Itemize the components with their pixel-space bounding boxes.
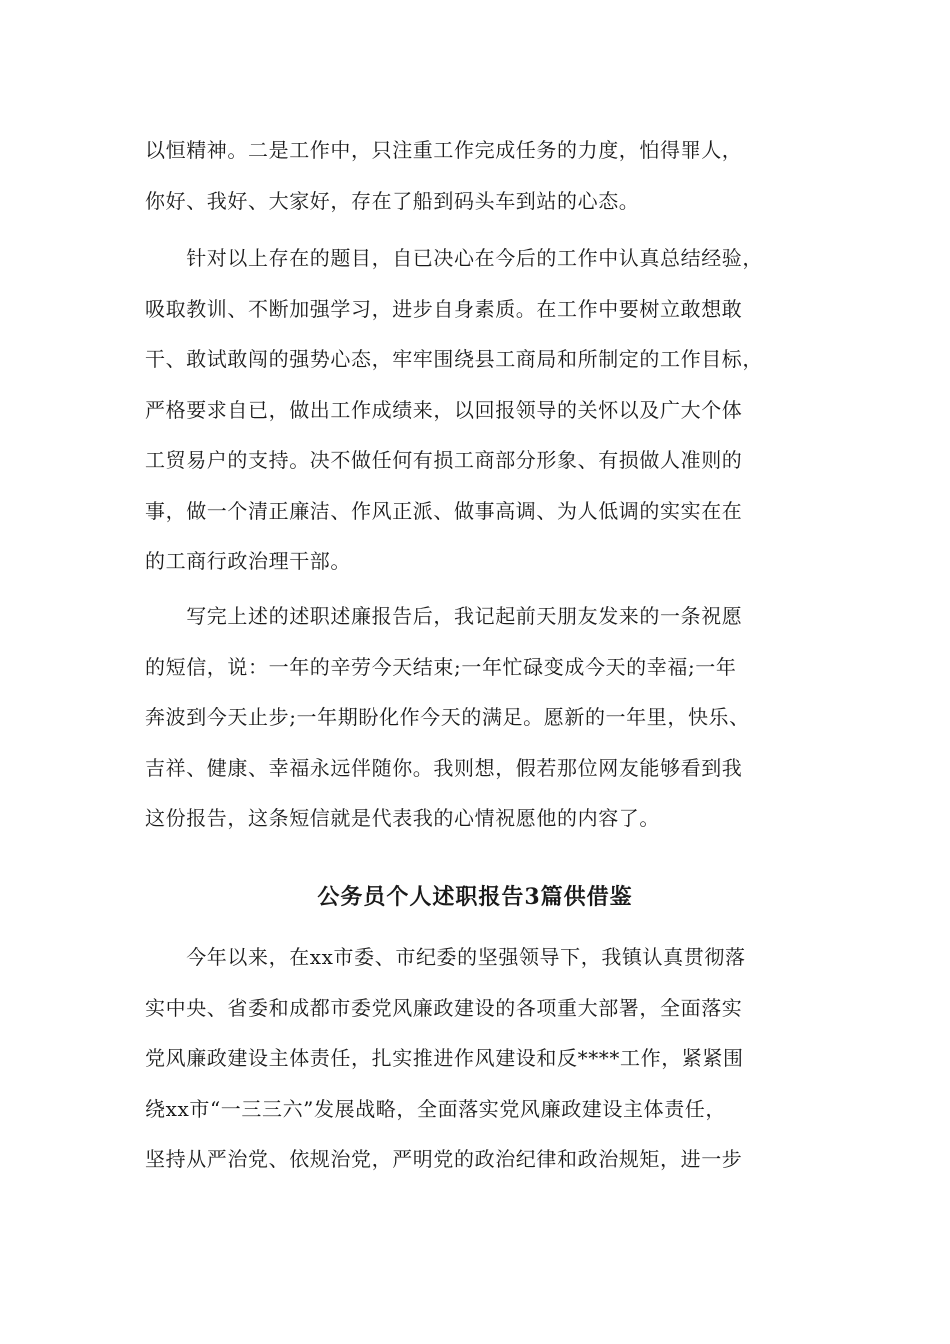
text-line: 针对以上存在的题目，自已决心在今后的工作中认真总结经验， bbox=[145, 246, 763, 270]
text-line: 你好、我好、大家好，存在了船到码头车到站的心态。 bbox=[145, 188, 640, 213]
text-line: 严格要求自已，做出工作成绩来，以回报领导的关怀以及广大个体 bbox=[145, 397, 743, 422]
text-line: 以恒精神。二是工作中，只注重工作完成任务的力度，怕得罪人， bbox=[145, 138, 743, 162]
section-title: 公务员个人述职报告3篇供借鉴 bbox=[317, 884, 633, 910]
text-line: 事，做一个清正廉洁、作风正派、做事高调、为人低调的实实在在 bbox=[145, 498, 743, 523]
text-line: 工贸易户的支持。决不做任何有损工商部分形象、有损做人准则的 bbox=[145, 448, 743, 472]
text-line: 吉祥、健康、幸福永远伴随你。我则想，假若那位网友能够看到我 bbox=[145, 755, 743, 780]
text-line: 写完上述的述职述廉报告后，我记起前天朋友发来的一条祝愿 bbox=[145, 604, 743, 628]
text-line: 党风廉政建设主体责任，扎实推进作风建设和反****工作，紧紧围 bbox=[145, 1046, 744, 1070]
paragraph-1 bbox=[145, 125, 810, 226]
text-line: 绕xx市“一三三六”发展战略，全面落实党风廉政建设主体责任， bbox=[145, 1096, 727, 1121]
text-line: 这份报告，这条短信就是代表我的心情祝愿他的内容了。 bbox=[145, 806, 660, 830]
paragraph-3 bbox=[145, 591, 810, 844]
text-line: 的工商行政治理干部。 bbox=[145, 549, 351, 573]
section-paragraph bbox=[145, 932, 810, 1185]
text-line: 今年以来，在xx市委、市纪委的坚强领导下，我镇认真贯彻落 bbox=[145, 945, 746, 969]
text-line: 奔波到今天止步;一年期盼化作今天的满足。愿新的一年里，快乐、 bbox=[145, 705, 750, 729]
text-line: 实中央、省委和成都市委党风廉政建设的各项重大部署，全面落实 bbox=[145, 995, 743, 1020]
text-line: 干、敢试敢闯的强势心态，牢牢围绕县工商局和所制定的工作目标， bbox=[145, 347, 763, 371]
paragraph-2 bbox=[145, 233, 810, 587]
text-line: 坚持从严治党、依规治党，严明党的政治纪律和政治规矩，进一步 bbox=[145, 1147, 743, 1171]
text-line: 的短信，说：一年的辛劳今天结束;一年忙碌变成今天的幸福;一年 bbox=[145, 654, 737, 679]
text-line: 吸取教训、不断加强学习，进步自身素质。在工作中要树立敢想敢 bbox=[145, 296, 743, 321]
